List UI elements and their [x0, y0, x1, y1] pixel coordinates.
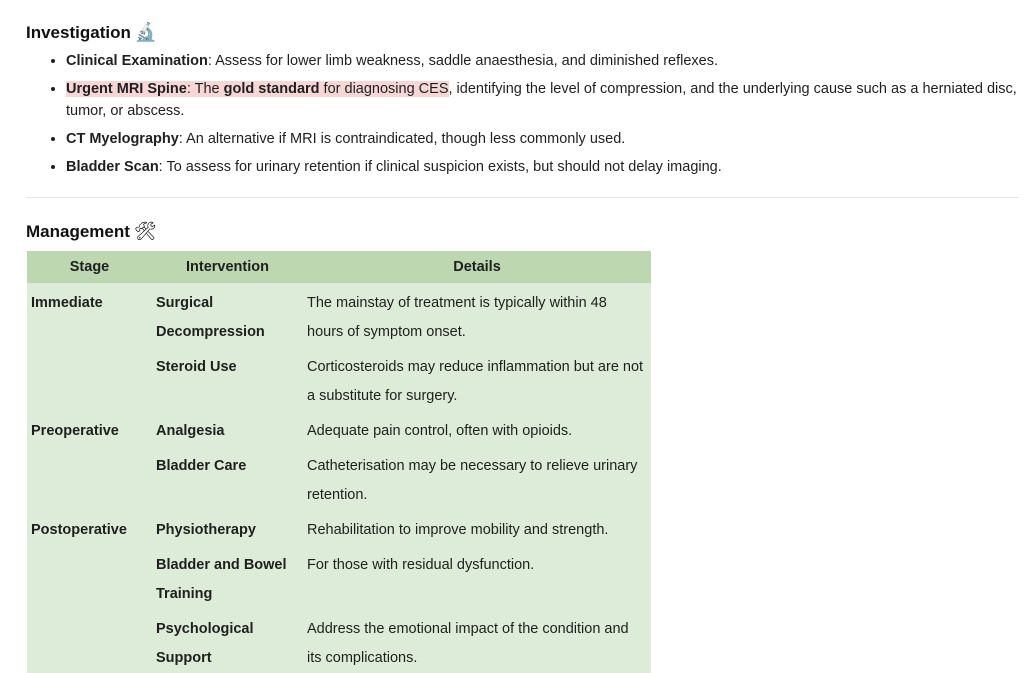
cell-intervention: Steroid Use — [156, 359, 237, 375]
list-item-text: : An alternative if MRI is contraindicated, though less commonly used. — [178, 131, 626, 147]
table-header-row — [27, 251, 651, 283]
cell-intervention: Bladder and Bowel Training — [156, 557, 287, 602]
list-item-text: : To assess for urinary retention if clinical suspicion exists, but should not delay imaging. — [158, 159, 722, 175]
cell-intervention: Psychological Support — [156, 621, 254, 666]
column-header-stage: Stage — [27, 251, 152, 283]
cell-stage: Postoperative — [31, 522, 127, 538]
list-item — [66, 128, 1026, 150]
management-title: Management — [26, 221, 130, 241]
highlight-part: : The — [186, 81, 224, 97]
table-row — [27, 283, 651, 347]
management-heading — [26, 221, 157, 242]
table-row — [27, 609, 651, 673]
cell-details: Adequate pain control, often with opioids. — [307, 423, 573, 439]
highlight-part: for diagnosing CES — [319, 81, 449, 97]
list-item — [66, 78, 1026, 122]
list-item-term: Bladder Scan — [66, 159, 159, 175]
cell-details: Rehabilitation to improve mobility and strength. — [307, 522, 609, 538]
table-row — [27, 446, 651, 510]
cell-stage — [27, 446, 152, 510]
cell-stage — [27, 545, 152, 609]
cell-details: For those with residual dysfunction. — [307, 557, 535, 573]
list-item-text: : Assess for lower limb weakness, saddle anaesthesia, and diminished reflexes. — [207, 53, 719, 69]
list-item — [66, 50, 1026, 72]
investigation-heading — [26, 22, 157, 43]
table-row — [27, 545, 651, 609]
cell-details: The mainstay of treatment is typically within 48 hours of symptom onset. — [307, 295, 607, 340]
list-item — [66, 156, 1026, 178]
list-item-term: Urgent MRI Spine — [66, 81, 187, 97]
cell-details: Address the emotional impact of the condition and its complications. — [307, 621, 629, 666]
table-row — [27, 411, 651, 446]
investigation-list — [46, 50, 1026, 184]
management-table — [27, 251, 651, 673]
cell-intervention: Analgesia — [156, 423, 225, 439]
column-header-details: Details — [303, 251, 651, 283]
table-row — [27, 347, 651, 411]
section-divider — [26, 197, 1019, 198]
highlighted-text — [66, 81, 449, 97]
cell-stage: Preoperative — [31, 423, 119, 439]
cell-stage — [27, 347, 152, 411]
list-item-text: , identifying the level of compression, and the underlying cause such as a herniated disc, tumor, or abscess. — [66, 81, 1017, 119]
cell-details: Corticosteroids may reduce inflammation but are not a substitute for surgery. — [307, 359, 644, 404]
cell-intervention: Bladder Care — [156, 458, 247, 474]
hammer-and-wrench-icon: 🛠 — [133, 221, 157, 241]
list-item-term: Clinical Examination — [66, 53, 208, 69]
cell-details: Catheterisation may be necessary to relieve urinary retention. — [307, 458, 638, 503]
microscope-icon: 🔬 — [134, 22, 158, 42]
highlight-bold: gold standard — [223, 81, 320, 97]
table-row — [27, 510, 651, 545]
cell-intervention: Surgical Decompression — [156, 295, 265, 340]
column-header-intervention: Intervention — [152, 251, 303, 283]
investigation-title: Investigation — [26, 22, 131, 42]
cell-stage — [27, 609, 152, 673]
cell-intervention: Physiotherapy — [156, 522, 256, 538]
cell-stage: Immediate — [31, 295, 103, 311]
list-item-term: CT Myelography — [66, 131, 179, 147]
